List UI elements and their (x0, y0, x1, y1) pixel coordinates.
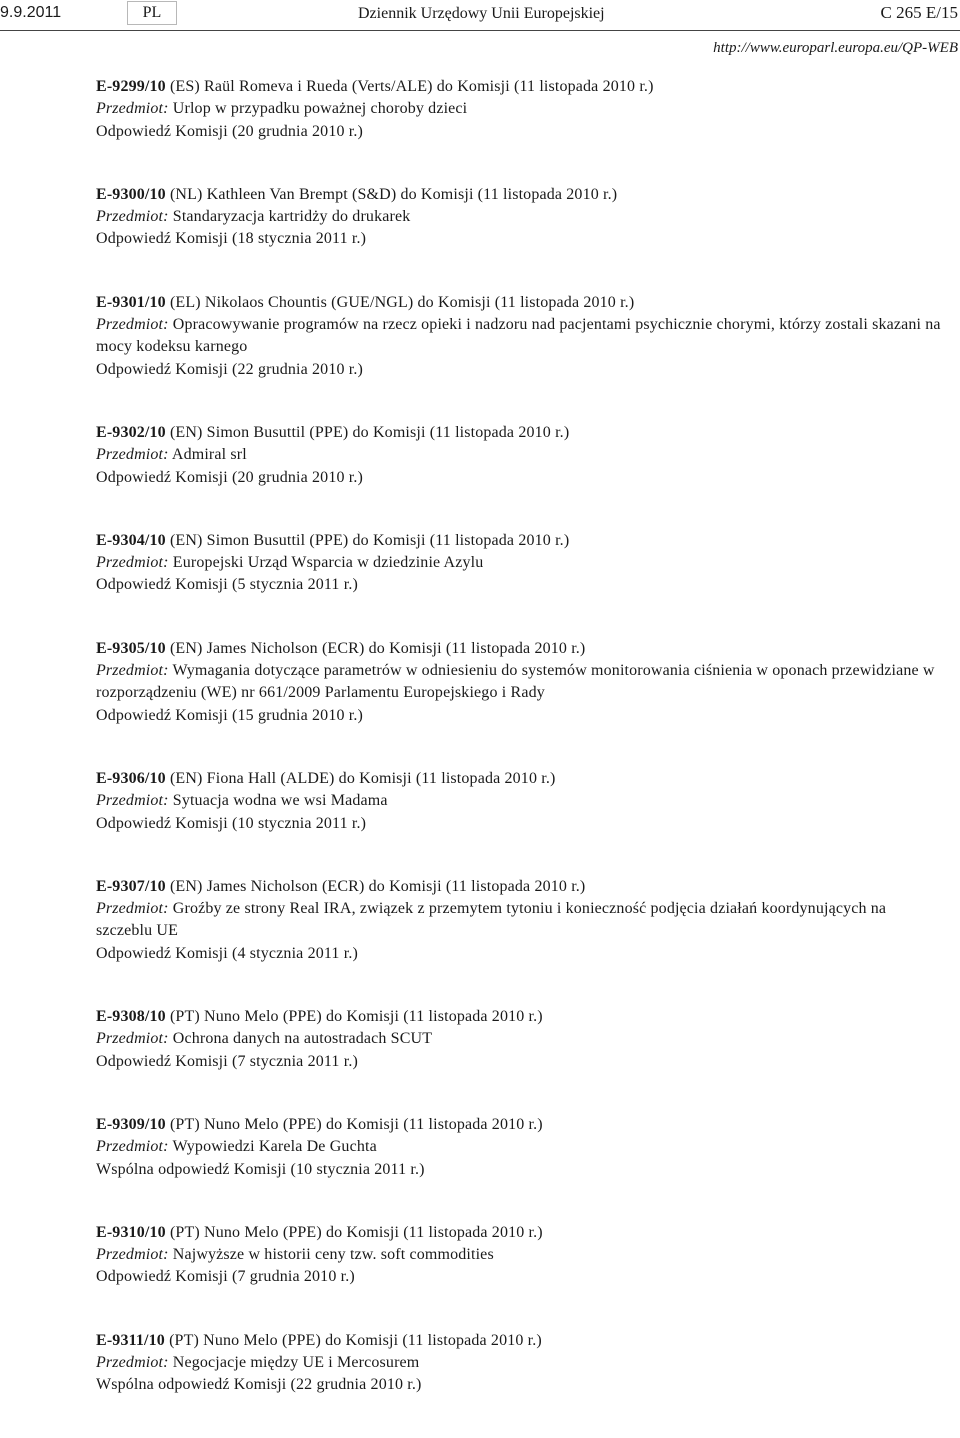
question-subject-line (96, 314, 941, 359)
subject-label: Przedmiot: (96, 316, 169, 334)
question-number: E-9306/10 (96, 769, 166, 787)
journal-title: Dziennik Urzędowy Unii Europejskiej (358, 5, 605, 22)
question-subject-line (96, 444, 941, 466)
commission-answer: Odpowiedź Komisji (15 grudnia 2010 r.) (96, 706, 363, 724)
subject-label: Przedmiot: (96, 446, 169, 464)
question-subject-line (96, 206, 941, 228)
question-subject-line (96, 552, 941, 574)
commission-answer: Odpowiedź Komisji (4 stycznia 2011 r.) (96, 944, 358, 962)
question-author: (PT) Nuno Melo (PPE) do Komisji (11 listopada 2010 r.) (165, 1223, 543, 1241)
question-entry (96, 184, 941, 251)
question-number: E-9310/10 (96, 1223, 166, 1241)
question-entry (96, 1114, 941, 1181)
question-entry (96, 638, 941, 727)
question-entry (96, 422, 941, 489)
question-entry (96, 876, 941, 965)
question-subject: Admiral srl (171, 446, 247, 464)
subject-label: Przedmiot: (96, 208, 169, 226)
question-number: E-9305/10 (96, 639, 166, 657)
commission-answer: Odpowiedź Komisji (20 grudnia 2010 r.) (96, 468, 363, 486)
question-number: E-9307/10 (96, 877, 166, 895)
subject-label: Przedmiot: (96, 1246, 169, 1264)
publication-date: 9.9.2011 (0, 4, 62, 21)
question-entry (96, 1222, 941, 1289)
question-author: (PT) Nuno Melo (PPE) do Komisji (11 listopada 2010 r.) (165, 1115, 543, 1133)
question-number: E-9309/10 (96, 1115, 166, 1133)
question-subject: Urlop w przypadku poważnej choroby dzieci (172, 100, 468, 118)
question-subject: Negocjacje między UE i Mercosurem (172, 1353, 420, 1371)
question-subject-line (96, 898, 941, 943)
question-heading (96, 530, 941, 552)
question-entry (96, 1330, 941, 1397)
question-number: E-9299/10 (96, 78, 166, 95)
question-author: (PT) Nuno Melo (PPE) do Komisji (11 listopada 2010 r.) (164, 1331, 542, 1349)
commission-answer: Odpowiedź Komisji (22 grudnia 2010 r.) (96, 360, 363, 378)
question-subject: Ochrona danych na autostradach SCUT (172, 1030, 433, 1048)
question-number: E-9302/10 (96, 423, 166, 441)
question-author: (ES) Raül Romeva i Rueda (Verts/ALE) do Komisji (11 listopada 2010 r.) (165, 78, 654, 95)
subject-label: Przedmiot: (96, 662, 169, 680)
question-subject: Europejski Urząd Wsparcia w dziedzinie Azylu (172, 554, 484, 572)
question-list (96, 76, 941, 1438)
question-author: (PT) Nuno Melo (PPE) do Komisji (11 listopada 2010 r.) (165, 1008, 543, 1026)
subject-label: Przedmiot: (96, 100, 169, 118)
question-heading (96, 638, 941, 660)
question-subject-line (96, 660, 941, 705)
page-reference: C 265 E/15 (880, 3, 958, 22)
page-header (0, 0, 960, 30)
question-heading (96, 76, 941, 98)
commission-answer: Odpowiedź Komisji (7 grudnia 2010 r.) (96, 1268, 355, 1286)
question-subject: Wymagania dotyczące parametrów w odniesieniu do systemów monitorowania ciśnienia w oponach przewidziane w rozporządzeniu (WE) nr 661/2009 Parlamentu Europejskiego i Rady (96, 662, 935, 702)
question-heading (96, 1222, 941, 1244)
question-subject: Standaryzacja kartridży do drukarek (172, 208, 411, 226)
commission-answer: Wspólna odpowiedź Komisji (10 stycznia 2011 r.) (96, 1160, 425, 1178)
subject-label: Przedmiot: (96, 1138, 169, 1156)
question-subject: Groźby ze strony Real IRA, związek z przemytem tytoniu i konieczność podjęcia działań koordynujących na szczeblu UE (96, 900, 887, 940)
question-heading (96, 1114, 941, 1136)
question-author: (EN) Simon Busuttil (PPE) do Komisji (11 listopada 2010 r.) (165, 423, 570, 441)
question-author: (EN) Simon Busuttil (PPE) do Komisji (11 listopada 2010 r.) (165, 531, 570, 549)
question-entry (96, 76, 941, 143)
question-heading (96, 1330, 941, 1352)
question-author: (EN) James Nicholson (ECR) do Komisji (11 listopada 2010 r.) (165, 639, 586, 657)
question-entry (96, 1006, 941, 1073)
commission-answer: Wspólna odpowiedź Komisji (22 grudnia 2010 r.) (96, 1376, 422, 1394)
question-subject-line (96, 1244, 941, 1266)
question-heading (96, 876, 941, 898)
question-subject: Najwyższe w historii ceny tzw. soft commodities (172, 1246, 494, 1264)
subject-label: Przedmiot: (96, 1030, 169, 1048)
question-author: (EL) Nikolaos Chountis (GUE/NGL) do Komisji (11 listopada 2010 r.) (165, 293, 635, 311)
commission-answer: Odpowiedź Komisji (18 stycznia 2011 r.) (96, 230, 367, 248)
question-entry (96, 530, 941, 597)
question-author: (EN) James Nicholson (ECR) do Komisji (11 listopada 2010 r.) (165, 877, 586, 895)
commission-answer: Odpowiedź Komisji (5 stycznia 2011 r.) (96, 576, 358, 594)
question-subject-line (96, 1136, 941, 1158)
question-entry (96, 768, 941, 835)
subject-label: Przedmiot: (96, 1353, 169, 1371)
question-heading (96, 768, 941, 790)
question-number: E-9304/10 (96, 531, 166, 549)
commission-answer: Odpowiedź Komisji (7 stycznia 2011 r.) (96, 1052, 358, 1070)
source-url[interactable]: http://www.europarl.europa.eu/QP-WEB (713, 40, 958, 56)
question-heading (96, 184, 941, 206)
question-subject: Wypowiedzi Karela De Guchta (172, 1138, 377, 1156)
question-heading (96, 422, 941, 444)
subject-label: Przedmiot: (96, 792, 169, 810)
question-heading (96, 292, 941, 314)
question-number: E-9301/10 (96, 293, 166, 311)
question-subject-line (96, 98, 941, 120)
commission-answer: Odpowiedź Komisji (20 grudnia 2010 r.) (96, 122, 363, 140)
question-author: (EN) Fiona Hall (ALDE) do Komisji (11 listopada 2010 r.) (165, 769, 556, 787)
question-subject-line (96, 790, 941, 812)
question-heading (96, 1006, 941, 1028)
language-badge: PL (127, 1, 177, 25)
question-number: E-9311/10 (96, 1331, 165, 1349)
question-number: E-9300/10 (96, 185, 166, 203)
question-subject-line (96, 1028, 941, 1050)
subject-label: Przedmiot: (96, 900, 169, 918)
question-entry (96, 292, 941, 381)
question-author: (NL) Kathleen Van Brempt (S&D) do Komisji (11 listopada 2010 r.) (165, 185, 618, 203)
question-subject: Opracowywanie programów na rzecz opieki i nadzoru nad pacjentami psychicznie chorymi, którzy zostali skazani na mocy kodeksu karnego (96, 316, 941, 356)
subject-label: Przedmiot: (96, 554, 169, 572)
question-subject: Sytuacja wodna we wsi Madama (172, 792, 388, 810)
question-number: E-9308/10 (96, 1008, 166, 1026)
question-subject-line (96, 1352, 941, 1374)
commission-answer: Odpowiedź Komisji (10 stycznia 2011 r.) (96, 814, 367, 832)
header-divider (0, 30, 960, 31)
